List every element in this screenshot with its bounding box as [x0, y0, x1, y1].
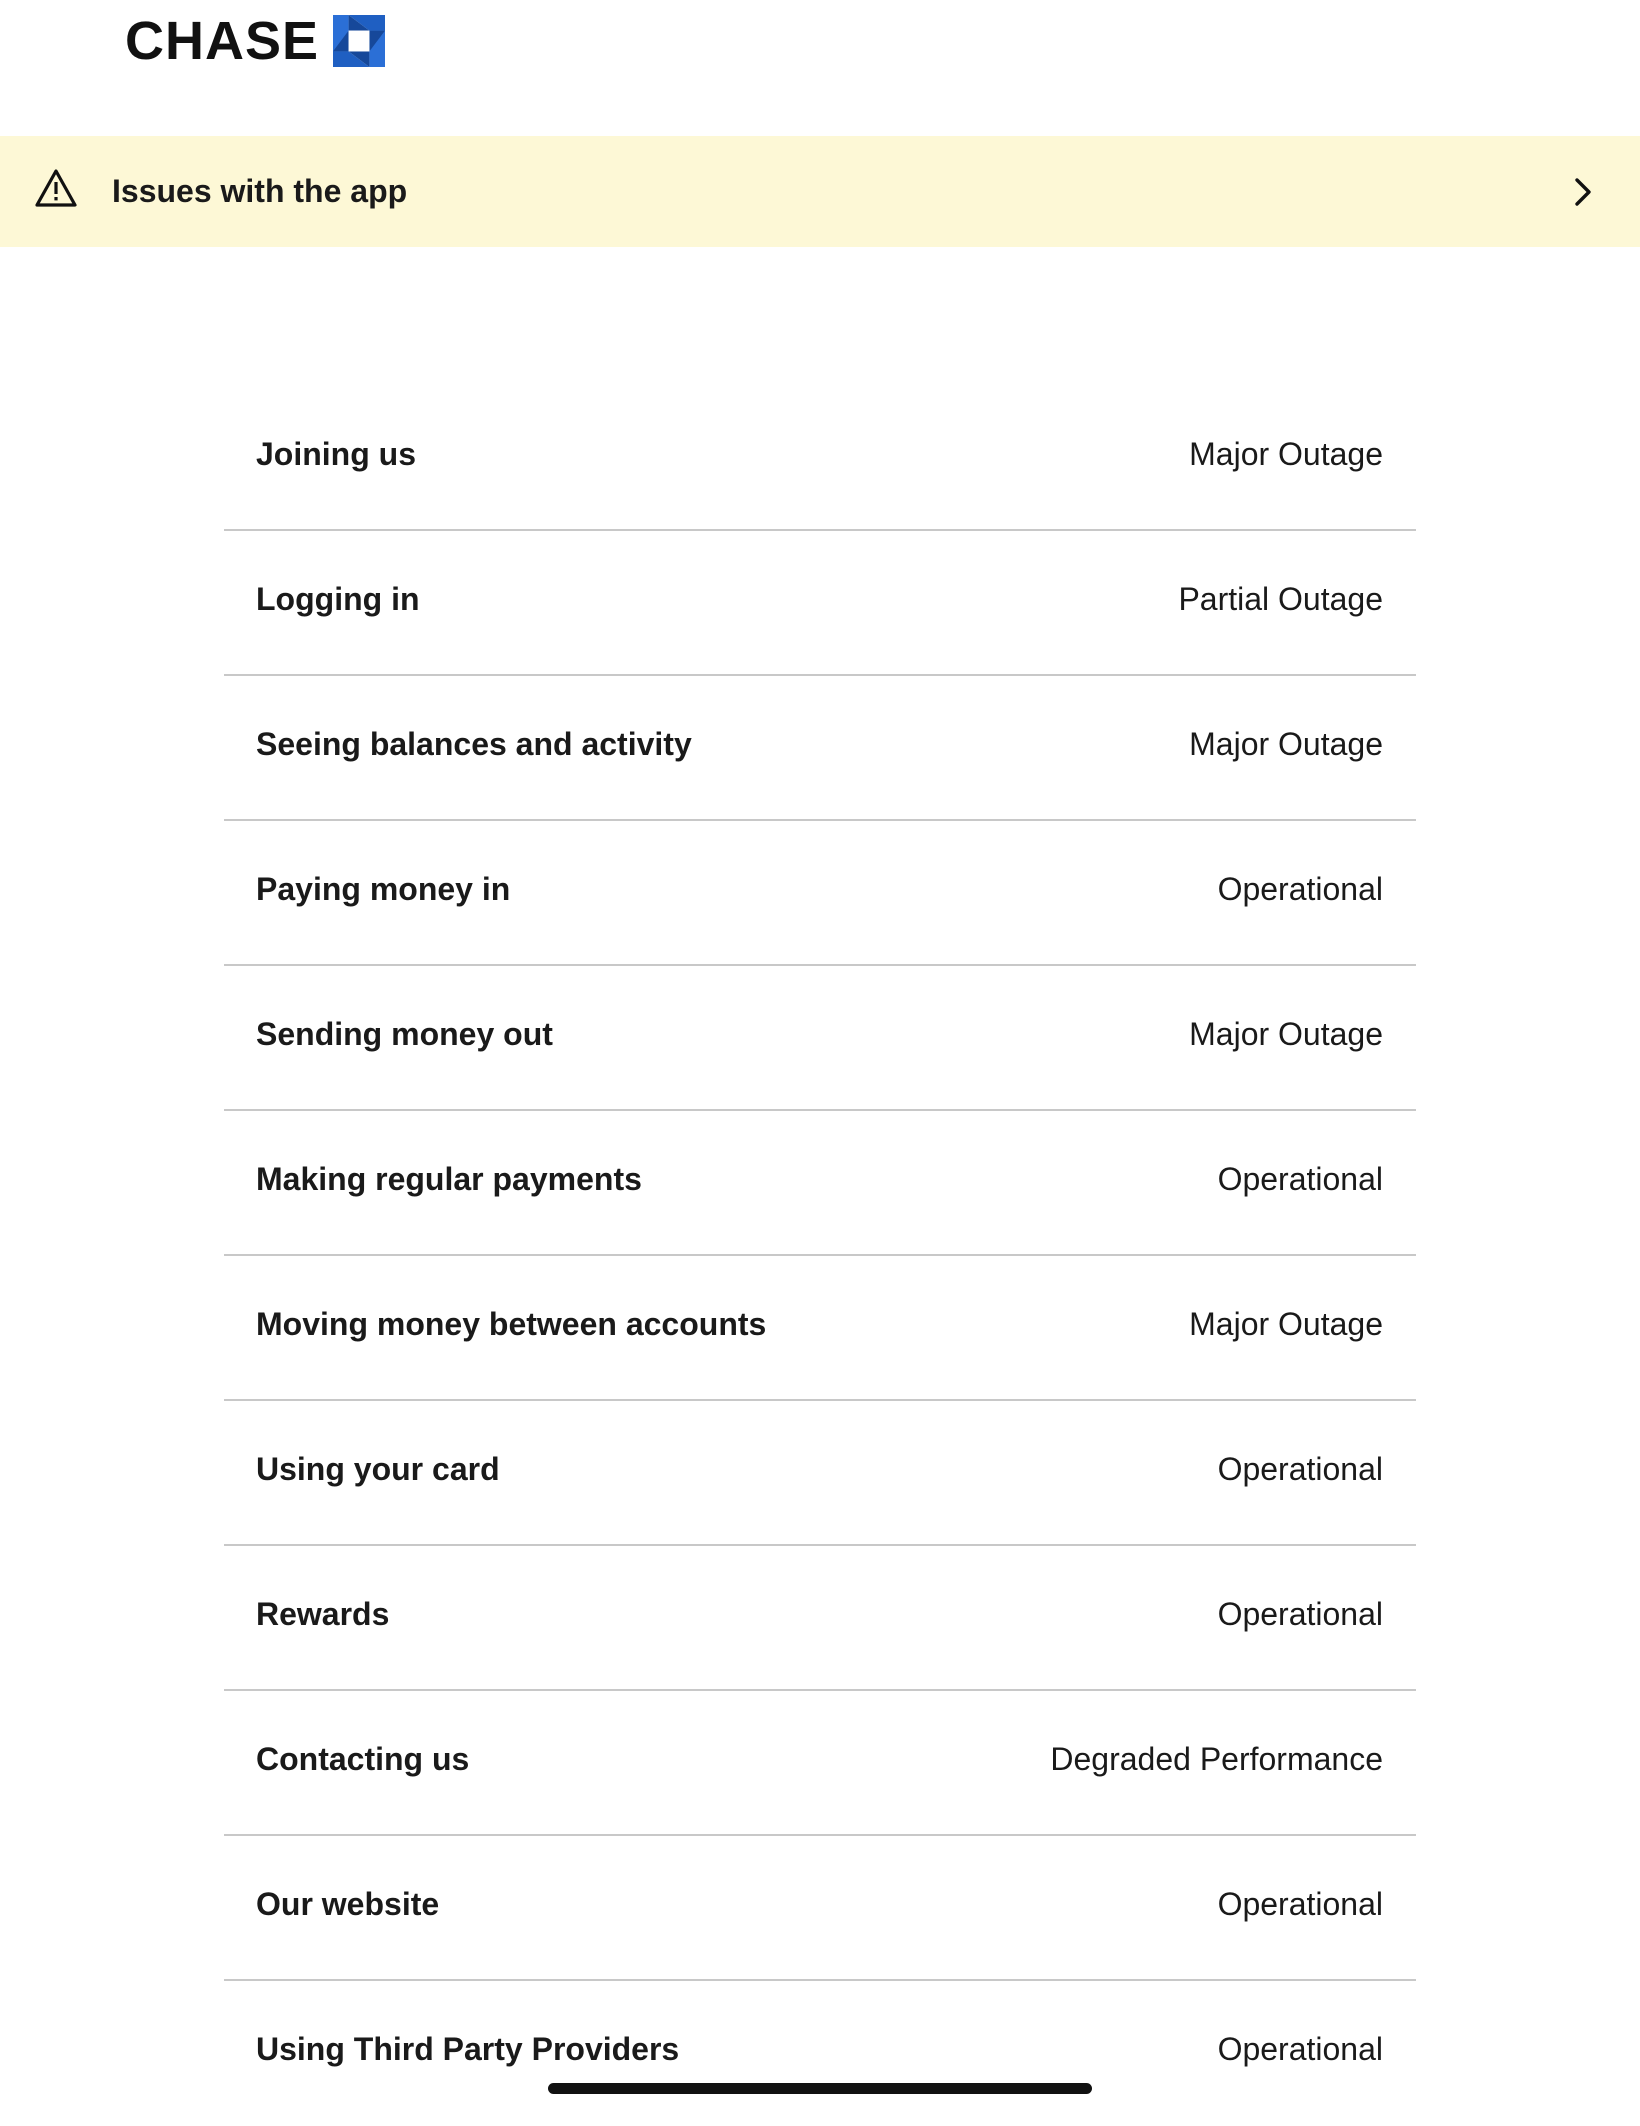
service-status-list [224, 386, 1416, 2126]
warning-triangle-icon [34, 168, 78, 208]
service-status: Major Outage [1189, 1016, 1383, 1052]
app-header [0, 0, 1640, 135]
service-name: Joining us [256, 436, 416, 472]
status-row-third-party-providers[interactable] [224, 1981, 1416, 2126]
service-name: Using your card [256, 1451, 500, 1487]
service-name: Seeing balances and activity [256, 726, 692, 762]
status-row-contacting-us[interactable] [224, 1691, 1416, 1836]
issues-banner[interactable] [0, 136, 1640, 247]
service-status: Operational [1217, 1596, 1383, 1632]
service-status: Operational [1217, 1161, 1383, 1197]
service-name: Moving money between accounts [256, 1306, 767, 1342]
status-row-rewards[interactable] [224, 1546, 1416, 1691]
status-row-our-website[interactable] [224, 1836, 1416, 1981]
service-status: Partial Outage [1178, 581, 1383, 617]
status-row-joining-us[interactable] [224, 386, 1416, 531]
service-name: Contacting us [256, 1741, 470, 1777]
chevron-right-icon[interactable] [1572, 176, 1594, 208]
status-row-paying-money-in[interactable] [224, 821, 1416, 966]
status-row-logging-in[interactable] [224, 531, 1416, 676]
service-status: Operational [1217, 871, 1383, 907]
status-row-moving-money[interactable] [224, 1256, 1416, 1401]
status-row-regular-payments[interactable] [224, 1111, 1416, 1256]
banner-message: Issues with the app [112, 173, 408, 209]
service-status: Operational [1217, 1886, 1383, 1922]
service-name: Rewards [256, 1596, 390, 1632]
service-status: Major Outage [1189, 1306, 1383, 1342]
status-row-sending-money-out[interactable] [224, 966, 1416, 1111]
logo-wordmark: CHASE [125, 11, 320, 71]
service-name: Our website [256, 1886, 440, 1922]
service-status: Major Outage [1189, 436, 1383, 472]
status-row-using-card[interactable] [224, 1401, 1416, 1546]
service-name: Sending money out [256, 1016, 553, 1052]
service-status: Major Outage [1189, 726, 1383, 762]
service-name: Logging in [256, 581, 420, 617]
service-name: Using Third Party Providers [256, 2031, 680, 2067]
service-name: Making regular payments [256, 1161, 642, 1197]
service-status: Operational [1217, 2031, 1383, 2067]
service-status: Degraded Performance [1050, 1741, 1383, 1777]
service-status: Operational [1217, 1451, 1383, 1487]
chase-logo[interactable] [125, 11, 385, 71]
chase-octagon-icon [333, 15, 385, 67]
service-name: Paying money in [256, 871, 511, 907]
status-row-balances-activity[interactable] [224, 676, 1416, 821]
home-indicator-bar[interactable] [548, 2083, 1092, 2094]
